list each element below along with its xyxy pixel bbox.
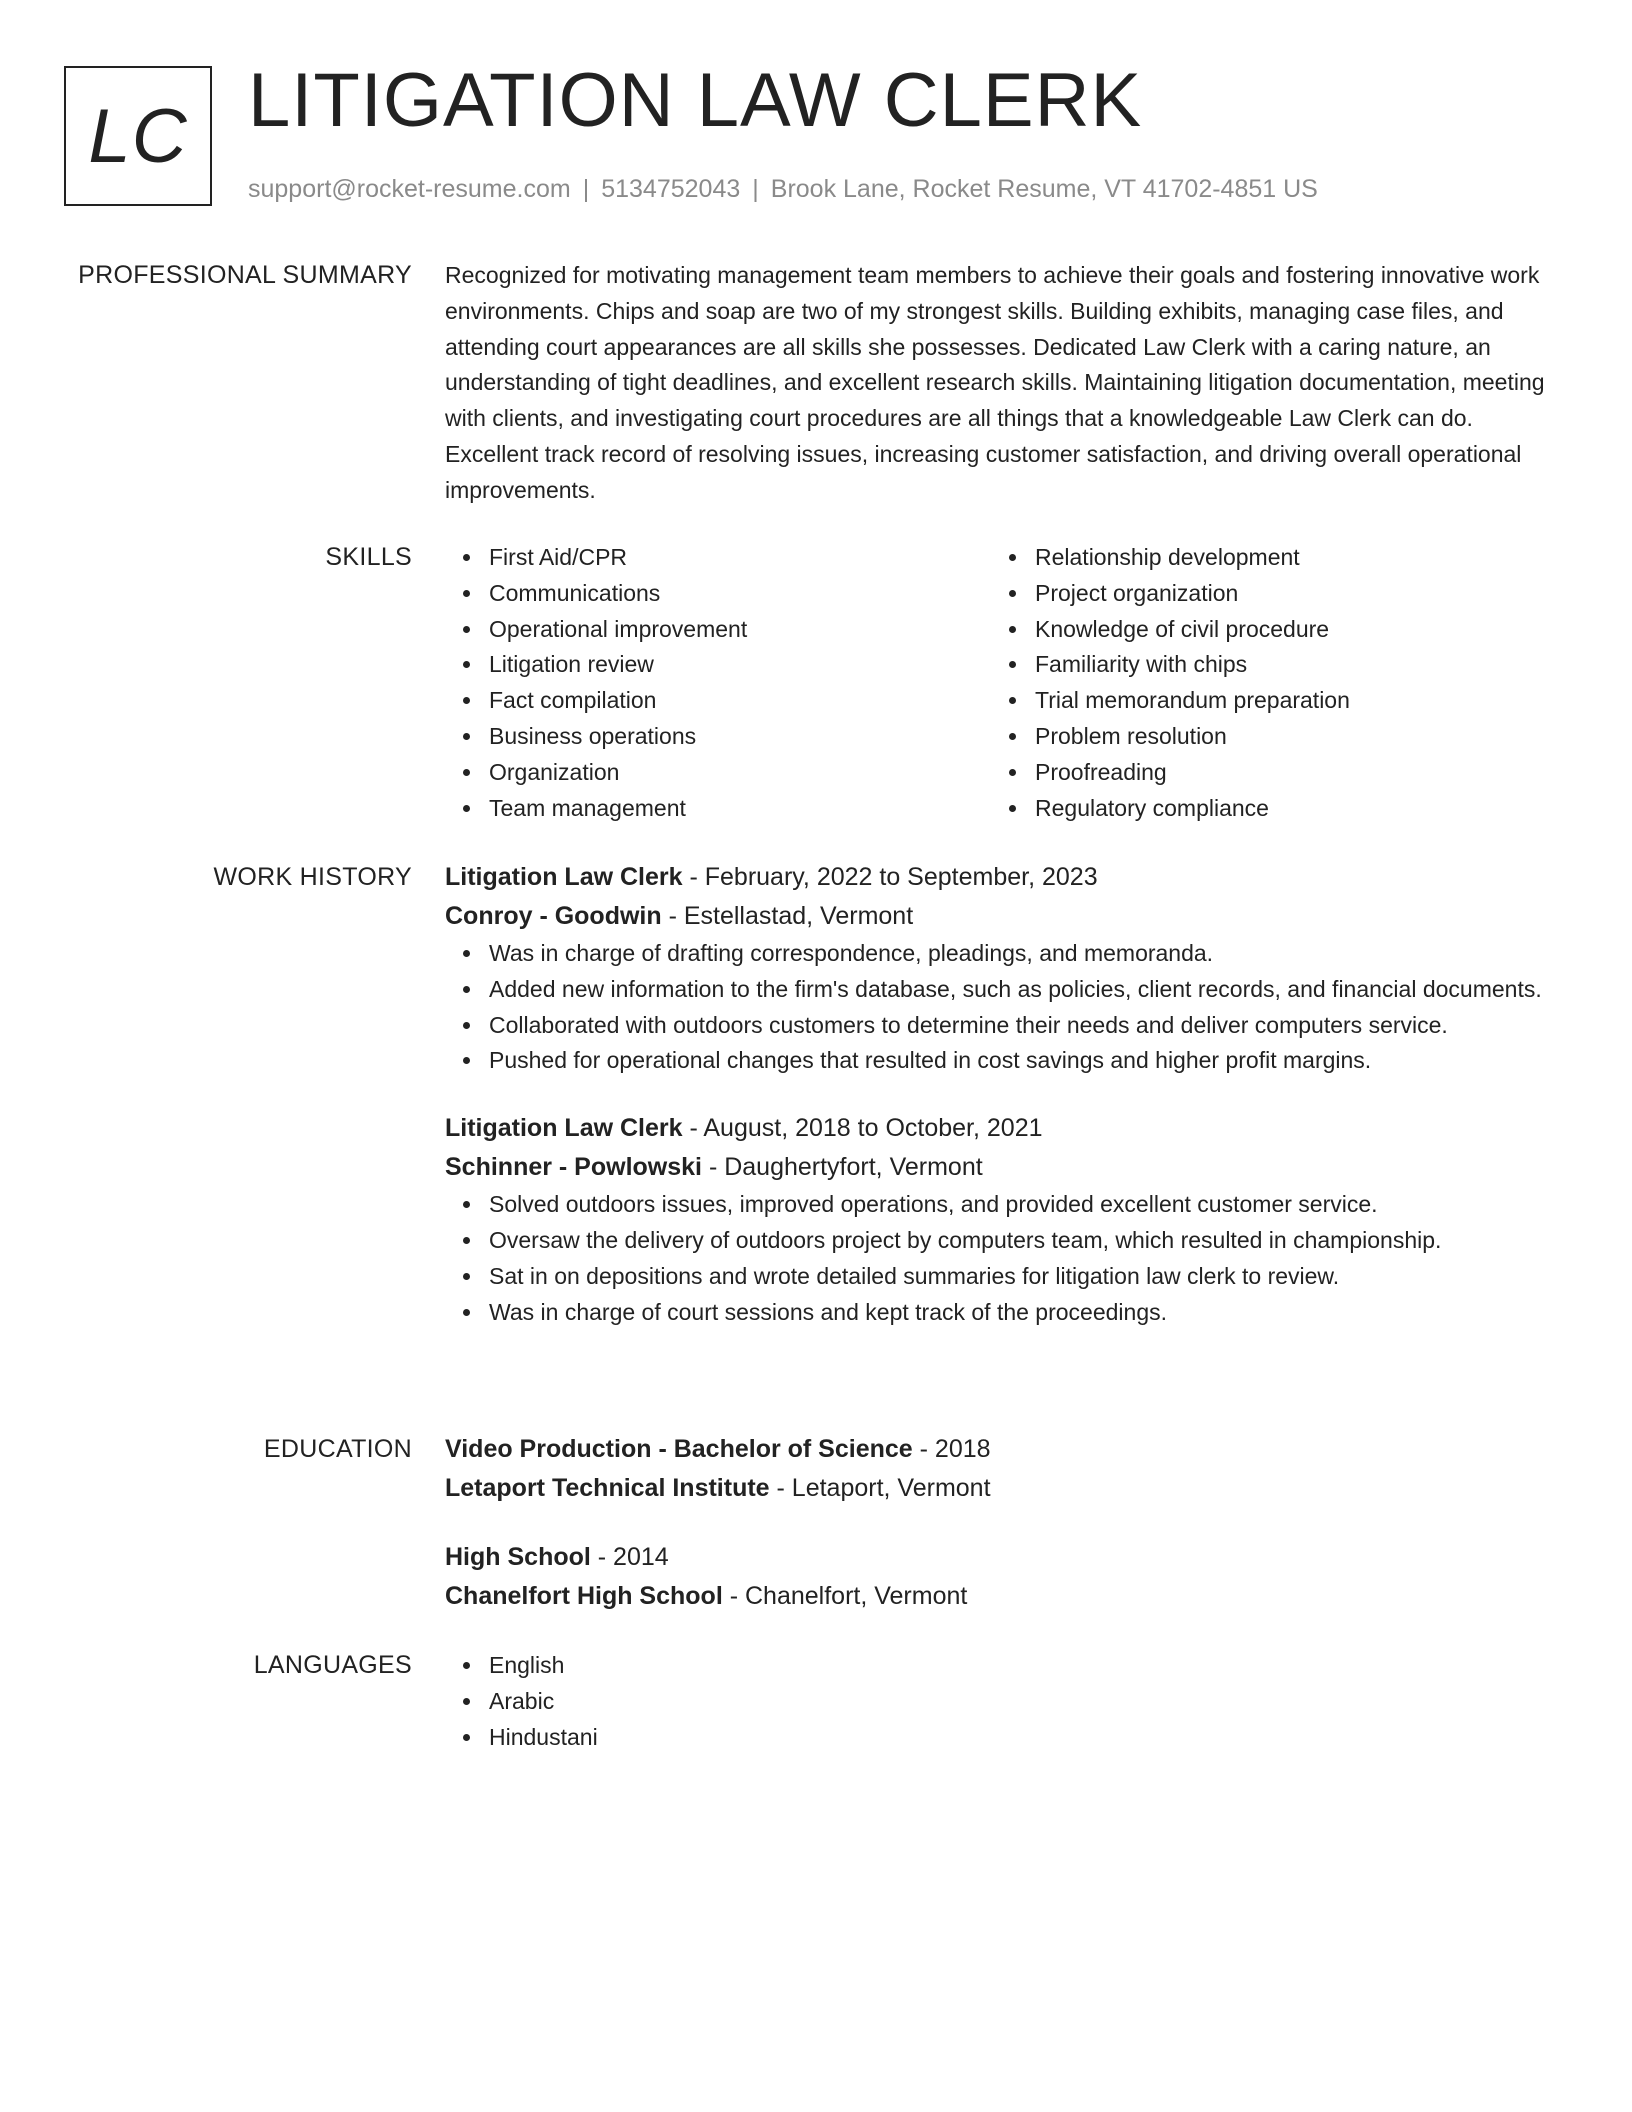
- section-label-education: EDUCATION: [263, 1435, 412, 1463]
- skill-item: Proofreading: [1035, 755, 1537, 791]
- job-duty: Was in charge of drafting correspondence, pleadings, and memoranda.: [489, 936, 1560, 972]
- skill-item: Communications: [489, 576, 991, 612]
- skill-item: Problem resolution: [1035, 719, 1537, 755]
- education-school: Chanelfort High School: [445, 1582, 723, 1610]
- contact-separator: |: [752, 175, 759, 203]
- job-entry: [445, 1109, 1560, 1330]
- skill-item: First Aid/CPR: [489, 540, 991, 576]
- summary-body: [445, 258, 1560, 509]
- education-school-line: [445, 1469, 1560, 1508]
- education-body: [445, 1430, 1560, 1646]
- education-degree: Video Production - Bachelor of Science: [445, 1435, 913, 1463]
- language-item: Arabic: [489, 1684, 1560, 1720]
- job-duty: Oversaw the delivery of outdoors project by computers team, which resulted in championship.: [489, 1223, 1560, 1259]
- job-title-line: [445, 858, 1560, 897]
- contact-email: support@rocket-resume.com: [248, 175, 571, 203]
- contact-line: [248, 172, 1318, 206]
- skill-item: Familiarity with chips: [1035, 647, 1537, 683]
- skill-item: Team management: [489, 791, 991, 827]
- job-dates: - August, 2018 to October, 2021: [682, 1114, 1043, 1143]
- candidate-name: LITIGATION LAW CLERK: [248, 58, 1143, 143]
- job-location: - Daughertyfort, Vermont: [702, 1153, 983, 1182]
- skill-item: Fact compilation: [489, 683, 991, 719]
- education-degree-line: [445, 1538, 1560, 1577]
- skill-item: Project organization: [1035, 576, 1537, 612]
- skill-item: Relationship development: [1035, 540, 1537, 576]
- job-title: Litigation Law Clerk: [445, 863, 683, 891]
- job-duty: Collaborated with outdoors customers to determine their needs and deliver computers service.: [489, 1008, 1560, 1044]
- job-duty: Was in charge of court sessions and kept track of the proceedings.: [489, 1295, 1560, 1331]
- skill-item: Business operations: [489, 719, 991, 755]
- education-year: - 2014: [590, 1543, 669, 1571]
- job-location: - Estellastad, Vermont: [661, 902, 914, 930]
- job-duty: Pushed for operational changes that resulted in cost savings and higher profit margins.: [489, 1043, 1560, 1079]
- summary-text: Recognized for motivating management team members to achieve their goals and fostering innovative work environments. Chips and soap are two of my strongest skills. Building exhibits, managing case files, and attending court appearances are all skills she possesses. Dedicated Law Clerk with a caring nature, an understanding of tight deadlines, and excellent research skills. Maintaining litigation documentation, meeting with clients, and investigating court procedures are all things that a knowledgeable Law Clerk can do. Excellent track record of resolving issues, increasing customer satisfaction, and driving overall operational improvements.: [445, 262, 1545, 503]
- work-history-body: [445, 858, 1560, 1360]
- skill-item: Regulatory compliance: [1035, 791, 1537, 827]
- job-duties-list: [445, 1187, 1560, 1330]
- language-item: Hindustani: [489, 1720, 1560, 1756]
- job-company-line: [445, 897, 1560, 936]
- job-duty: Added new information to the firm's database, such as policies, client records, and financial documents.: [489, 972, 1560, 1008]
- section-label-work-history: WORK HISTORY: [213, 863, 412, 891]
- job-company: Schinner - Powlowski: [445, 1153, 702, 1182]
- monogram-logo: LC: [64, 66, 212, 206]
- languages-list: [445, 1648, 1560, 1755]
- job-dates: - February, 2022 to September, 2023: [682, 863, 1098, 891]
- job-duties-list: [445, 936, 1560, 1079]
- skill-item: Knowledge of civil procedure: [1035, 612, 1537, 648]
- languages-body: [445, 1648, 1560, 1755]
- section-label-summary: PROFESSIONAL SUMMARY: [78, 261, 412, 289]
- language-item: English: [489, 1648, 1560, 1684]
- skills-body: [445, 540, 1560, 826]
- job-entry: [445, 858, 1560, 1079]
- section-label-languages: LANGUAGES: [253, 1651, 412, 1679]
- job-company: Conroy - Goodwin: [445, 902, 662, 930]
- education-location: - Letaport, Vermont: [769, 1474, 991, 1502]
- skill-item: Operational improvement: [489, 612, 991, 648]
- contact-phone: 5134752043: [601, 175, 741, 203]
- job-title-line: [445, 1109, 1560, 1148]
- education-school: Letaport Technical Institute: [445, 1474, 770, 1502]
- skills-list-right: [991, 540, 1537, 826]
- contact-separator: |: [582, 175, 590, 203]
- education-entry: [445, 1538, 1560, 1616]
- education-school-line: [445, 1577, 1560, 1616]
- job-title: Litigation Law Clerk: [445, 1114, 683, 1143]
- skill-item: Litigation review: [489, 647, 991, 683]
- job-duty: Sat in on depositions and wrote detailed summaries for litigation law clerk to review.: [489, 1259, 1560, 1295]
- skill-item: Organization: [489, 755, 991, 791]
- education-location: - Chanelfort, Vermont: [722, 1582, 968, 1610]
- contact-address: Brook Lane, Rocket Resume, VT 41702-4851 US: [770, 175, 1318, 203]
- education-degree-line: [445, 1430, 1560, 1469]
- education-degree: High School: [445, 1543, 591, 1571]
- education-entry: [445, 1430, 1560, 1508]
- skills-list-left: [445, 540, 991, 826]
- skill-item: Trial memorandum preparation: [1035, 683, 1537, 719]
- job-company-line: [445, 1148, 1560, 1187]
- job-duty: Solved outdoors issues, improved operations, and provided excellent customer service.: [489, 1187, 1560, 1223]
- section-label-skills: SKILLS: [325, 543, 412, 571]
- education-year: - 2018: [912, 1435, 991, 1463]
